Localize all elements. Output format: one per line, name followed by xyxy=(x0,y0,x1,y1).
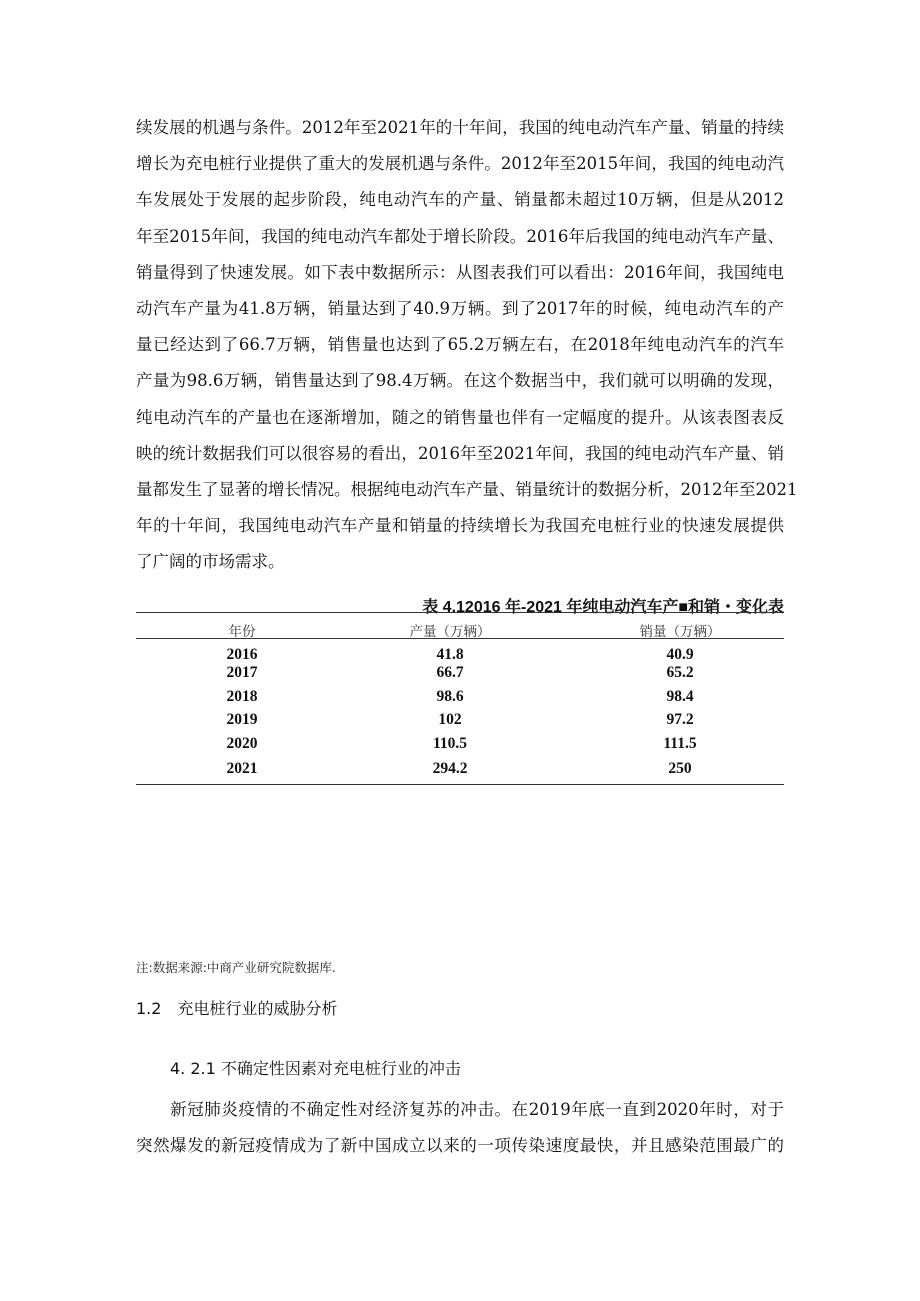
table-cell-year: 2018 xyxy=(226,688,258,705)
table-cell-sales: 98.4 xyxy=(666,688,694,705)
table-cell-production: 110.5 xyxy=(432,735,468,752)
table-cell-production: 102 xyxy=(438,711,462,728)
text-line: 车发展处于发展的起步阶段，纯电动汽车的产量、销量都未超过10万辆，但是从2012 xyxy=(136,190,784,210)
text-line: 产量为98.6万辆，销售量达到了98.4万辆。在这个数据当中，我们就可以明确的发现， xyxy=(136,371,784,391)
text-line: 量都发生了显著的增长情况。根据纯电动汽车产量、销量统计的数据分析，2012年至2021 xyxy=(136,480,798,499)
source-note: 注:数据来源:中商产业研究院数据库. xyxy=(136,960,336,975)
text-line: 了广阔的市场需求。 xyxy=(136,552,285,572)
table-title: 表 4.12016 年-2021 年纯电动汽车产■和销・变化表 xyxy=(422,599,784,616)
text-line: 映的统计数据我们可以很容易的看出，2016年至2021年间，我国的纯电动汽车产量、销 xyxy=(136,443,784,463)
table-cell-sales: 40.9 xyxy=(666,646,694,663)
table-cell-year: 2020 xyxy=(226,735,258,752)
text-line: 销量得到了快速发展。如下表中数据所示：从图表我们可以看出：2016年间，我国纯电 xyxy=(136,262,784,282)
text-line: 突然爆发的新冠疫情成为了新中国成立以来的一项传染速度最快，并且感染范围最广的 xyxy=(136,1136,784,1155)
table-cell-production: 41.8 xyxy=(436,646,464,663)
table-cell-sales: 97.2 xyxy=(666,711,694,728)
text-line: 续发展的机遇与条件。2012年至2021年的十年间，我国的纯电动汽车产量、销量的持续 xyxy=(136,118,784,137)
table-cell-production: 66.7 xyxy=(436,664,464,681)
table-cell-year: 2016 xyxy=(226,646,258,663)
table-header-sales: 销量（万辆） xyxy=(639,624,721,640)
text-line: 新冠肺炎疫情的不确定性对经济复苏的冲击。在2019年底一直到2020年时，对于 xyxy=(136,1100,784,1119)
text-line: 纯电动汽车的产量也在逐渐增加，随之的销售量也伴有一定幅度的提升。从该表图表反 xyxy=(136,407,784,427)
table-cell-year: 2019 xyxy=(226,711,258,728)
table-cell-production: 294.2 xyxy=(432,760,468,777)
subsection-heading: 4. 2.1 不确定性因素对充电桩行业的冲击 xyxy=(170,1059,461,1078)
table-cell-production: 98.6 xyxy=(436,688,464,705)
table-cell-year: 2021 xyxy=(226,760,258,777)
table-cell-year: 2017 xyxy=(226,664,258,681)
table-header-year: 年份 xyxy=(228,624,256,640)
table-header-rule xyxy=(136,638,784,639)
table-cell-sales: 65.2 xyxy=(666,664,694,681)
table-bottom-rule xyxy=(136,784,784,785)
table-top-rule xyxy=(136,612,784,613)
text-line: 增长为充电桩行业提供了重大的发展机遇与条件。2012年至2015年间，我国的纯电动汽 xyxy=(136,154,784,174)
text-line: 量已经达到了66.7万辆，销售量也达到了65.2万辆左右，在2018年纯电动汽车的汽车 xyxy=(136,335,784,355)
text-line: 动汽车产量为41.8万辆，销量达到了40.9万辆。到了2017年的时候，纯电动汽车的产 xyxy=(136,299,784,318)
text-line: 年的十年间，我国纯电动汽车产量和销量的持续增长为我国充电桩行业的快速发展提供 xyxy=(136,516,784,536)
table-cell-sales: 250 xyxy=(668,760,692,777)
table-cell-sales: 111.5 xyxy=(663,735,697,752)
section-heading: 1.2 充电桩行业的威胁分析 xyxy=(136,999,338,1018)
table-header-production: 产量（万辆） xyxy=(409,624,491,640)
text-line: 年至2015年间，我国的纯电动汽车都处于增长阶段。2016年后我国的纯电动汽车产量、 xyxy=(136,226,784,246)
